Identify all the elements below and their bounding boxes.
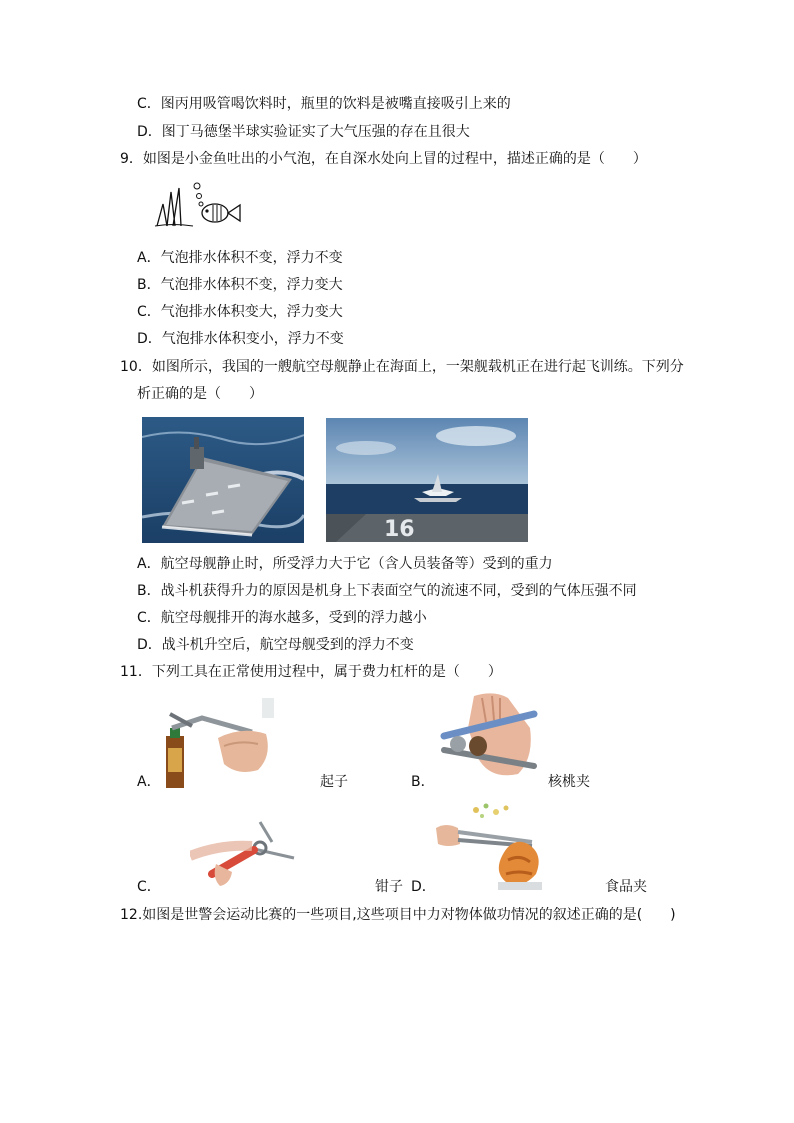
- q10-option-c: C．航空母舰排开的海水越多，受到的浮力越小: [137, 610, 427, 626]
- food-tongs-photo: [436, 800, 550, 892]
- fighter-jet-takeoff-photo: [326, 418, 528, 542]
- q10-option-b: B．战斗机获得升力的原因是机身上下表面空气的流速不同，受到的气体压强不同: [137, 583, 637, 599]
- q11-option-b-caption: 核桃夹: [548, 774, 590, 790]
- q9-stem: 9．如图是小金鱼吐出的小气泡，在自深水处向上冒的过程中，描述正确的是（ ）: [120, 151, 647, 167]
- q9-option-d: D．气泡排水体积变小，浮力不变: [137, 331, 344, 347]
- q9-option-b: B．气泡排水体积不变，浮力变大: [137, 277, 343, 293]
- q12-stem: 12.如图是世警会运动比赛的一些项目,这些项目中力对物体做功情况的叙述正确的是( ): [120, 907, 676, 923]
- q11-option-a-caption: 起子: [320, 774, 348, 790]
- q10-stem-line2: 析正确的是（ ）: [137, 386, 263, 402]
- q11-option-d-label: D．: [411, 879, 436, 895]
- goldfish-bubbles-figure: [153, 180, 245, 232]
- q10-option-a: A．航空母舰静止时，所受浮力大于它（含人员装备等）受到的重力: [137, 556, 553, 572]
- q8-option-d: D．图丁马德堡半球实验证实了大气压强的存在且很大: [137, 124, 470, 140]
- q10-stem-line1: 10．如图所示，我国的一艘航空母舰静止在海面上，一架舰载机正在进行起飞训练。下列分: [120, 359, 684, 375]
- q8-option-c: C．图丙用吸管喝饮料时，瓶里的饮料是被嘴直接吸引上来的: [137, 96, 511, 112]
- q11-option-c-caption: 钳子: [375, 879, 403, 895]
- bottle-opener-photo: [162, 698, 274, 788]
- q9-option-a: A．气泡排水体积不变，浮力不变: [137, 250, 343, 266]
- q11-option-a-label: A．: [137, 774, 161, 790]
- q10-option-d: D．战斗机升空后，航空母舰受到的浮力不变: [137, 637, 414, 653]
- pliers-photo: [190, 818, 300, 890]
- q11-option-b-label: B．: [411, 774, 435, 790]
- q11-option-d-caption: 食品夹: [605, 879, 647, 895]
- q11-option-c-label: C．: [137, 879, 161, 895]
- q9-option-c: C．气泡排水体积变大，浮力变大: [137, 304, 343, 320]
- deck-number: 16: [384, 517, 415, 542]
- walnut-cracker-photo: [438, 688, 550, 780]
- aircraft-carrier-photo: [142, 417, 304, 543]
- q11-stem: 11．下列工具在正常使用过程中，属于费力杠杆的是（ ）: [120, 664, 502, 680]
